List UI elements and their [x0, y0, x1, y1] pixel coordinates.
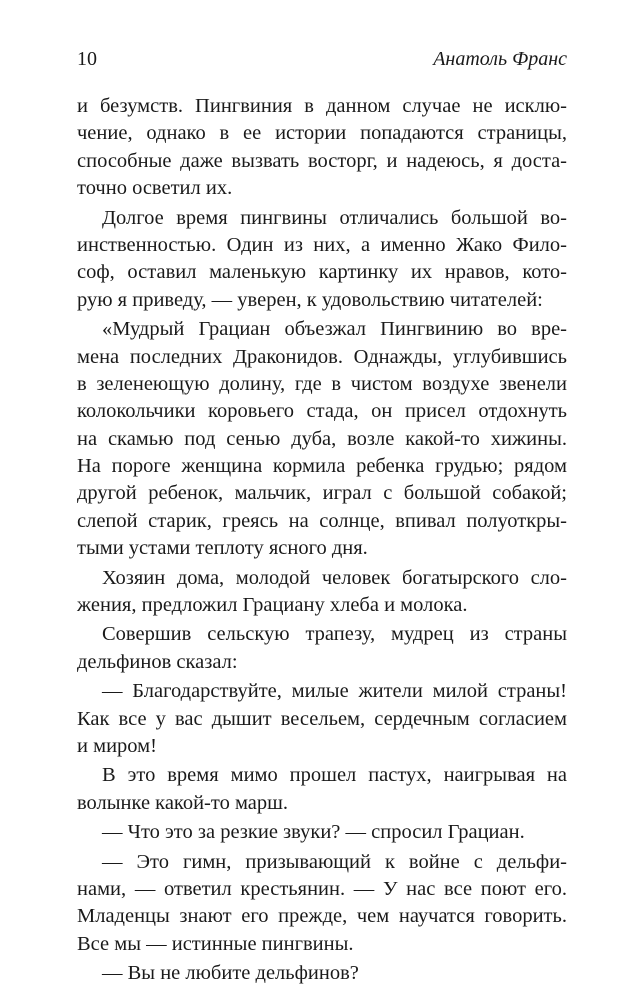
text-line: мена последних Драконидов. Однажды, углубившись [77, 345, 567, 368]
text-line: и миром! [77, 734, 157, 757]
running-head [77, 44, 567, 74]
text-line: — Что это за резкие звуки? — спросил Грациан. [102, 821, 525, 844]
text-line: инственностью. Один из них, а именно Жако Фило- [77, 233, 567, 256]
paragraph [77, 960, 567, 987]
text-line: соф, оставил маленькую картинку их нравов, кото- [77, 261, 567, 284]
text-line: рую я приведу, — уверен, к удовольствию читателей: [77, 288, 543, 311]
text-line: — Вы не любите дельфинов? [102, 962, 359, 985]
text-line: Как все у вас дышит весельем, сердечным согласием [77, 707, 567, 730]
paragraph [77, 205, 567, 315]
text-line: дельфинов сказал: [77, 650, 238, 673]
text-line: — Благодарствуйте, милые жители милой страны! [102, 680, 567, 703]
text-line: колокольчики коровьего стада, он присел отдохнуть [77, 400, 567, 423]
text-line: способные даже вызвать восторг, и надеюсь, я доста- [77, 149, 567, 172]
text-line: точно осветил их. [77, 177, 233, 200]
page-number: 10 [77, 48, 97, 70]
text-line: на скамью под сенью дуба, возле какой-то хижины. [77, 427, 567, 450]
text-line: Младенцы знают его прежде, чем научатся говорить. [77, 905, 567, 928]
text-line: — Это гимн, призывающий к войне с дельфи- [102, 850, 567, 873]
book-page [77, 44, 567, 988]
text-line: Хозяин дома, молодой человек богатырского сло- [102, 566, 567, 589]
paragraph [77, 678, 567, 760]
text-line: Все мы — истинные пингвины. [77, 932, 354, 955]
text-line: нами, — ответил крестьянин. — У нас все поют его. [77, 877, 567, 900]
text-line: чение, однако в ее истории попадаются страницы, [77, 122, 567, 145]
paragraph [77, 565, 567, 620]
paragraph [77, 93, 567, 203]
text-line: слепой старик, греясь на солнце, впивал полуоткры- [77, 509, 567, 532]
text-line: Совершив сельскую трапезу, мудрец из страны [102, 623, 567, 646]
paragraph [77, 621, 567, 676]
text-line: «Мудрый Грациан объезжал Пингвинию во вре- [102, 318, 567, 341]
paragraph [77, 819, 567, 846]
text-line: и безумств. Пингвиния в данном случае не исклю- [77, 95, 567, 117]
text-line: Долгое время пингвины отличались большой во- [102, 206, 567, 229]
text-line: тыми устами теплоту ясного дня. [77, 537, 368, 560]
paragraph [77, 316, 567, 563]
text-line: в зеленеющую долину, где в чистом воздухе звенели [77, 372, 567, 395]
text-line: На пороге женщина кормила ребенка грудью; рядом [77, 455, 567, 478]
header-author: Анатоль Франс [433, 48, 567, 70]
paragraph [77, 762, 567, 817]
text-line: В это время мимо прошел пастух, наигрывая на [102, 764, 567, 787]
text-line: жения, предложил Грациану хлеба и молока. [77, 594, 468, 617]
text-line: волынке какой-то марш. [77, 791, 289, 814]
paragraph [77, 849, 567, 959]
body-text [77, 93, 567, 988]
text-line: другой ребенок, мальчик, играл с большой собакой; [77, 482, 567, 505]
